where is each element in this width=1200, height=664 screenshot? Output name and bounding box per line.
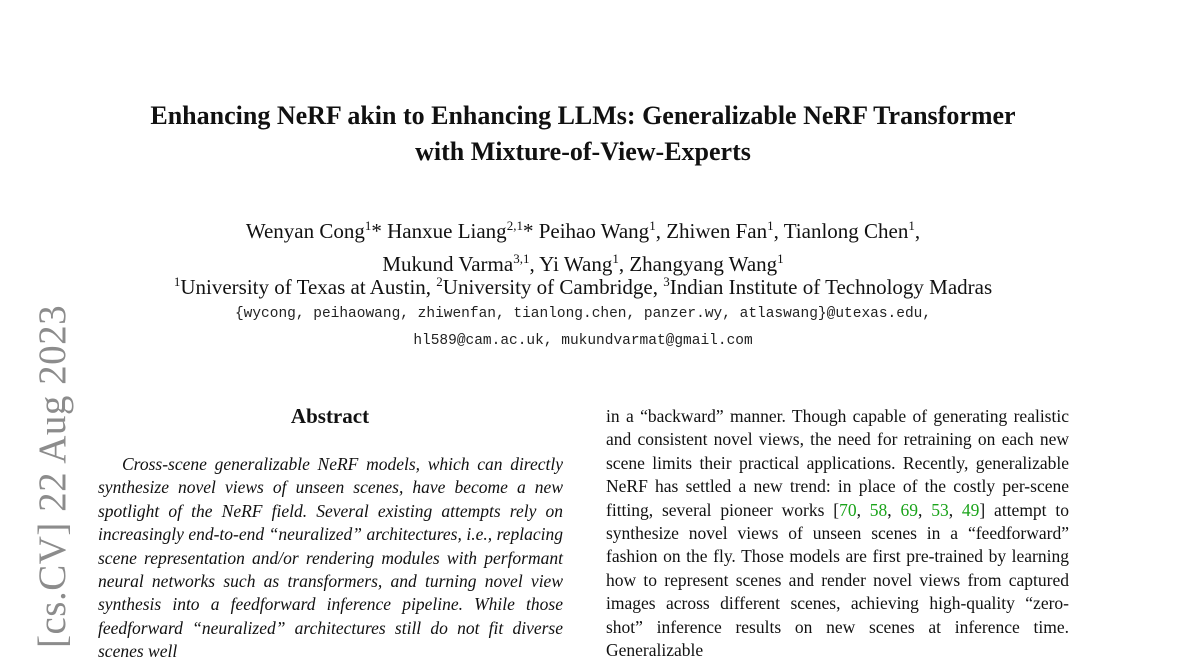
author-separator: , [529,252,540,276]
arxiv-stamp: [cs.CV] 22 Aug 2023 [31,304,74,648]
affiliation-name: University of Cambridge [442,275,653,299]
citation-link[interactable]: 53 [931,499,949,520]
author-affil-sup: 1 [767,218,774,233]
author-separator: , [655,219,667,243]
title-line-2: with Mixture-of-View-Experts [415,137,751,166]
intro-column: in a “backward” manner. Though capable of generating realistic and consistent novel views, the need for retraining on each new scene limits their practical applications. Recently, generalizable NeRF has settled a new trend: in place of the costly per-scene fitting, several pioneer works [70, 58, 69, 53, 49] attempt to synthesize novel views of unseen scenes in a “feedforward” fashion on the fly. Those models are first pre-trained by learning how to represent scenes and render novel views from captured images across different scenes, achieving high-quality “zero-shot” inference results on new scenes at inference time. Generalizable [606,406,1069,661]
author-name: Wenyan Cong [245,219,365,243]
affil-sup: 1 [173,274,181,289]
author-separator: , [618,252,630,276]
citation-link[interactable]: 49 [961,499,980,520]
contact-emails [0,301,1166,355]
intro-text: in a “backward” manner. Though capable of generating realistic and consistent novel views, the need for retraining on each new scene limits their practical applications. Recently, generalizable NeRF has settled a new trend: in place of the costly per-scene fitting, several pioneer works [ [606,406,1069,520]
author-name: Zhangyang Wang [629,252,778,276]
author-separator: , [914,219,921,243]
author-affil-sup: 1 [364,218,372,233]
author-name: Zhiwen Fan [666,219,768,243]
affil-sup: 2 [436,274,443,289]
intro-text: ] attempt to synthesize novel views of unseen scenes in a “feedforward” fashion on the fly. Those models are first pre-trained by learning how to represent scenes and render novel views from captured images across different scenes, achieving high-quality “zero-shot” inference results on new scenes at inference time. Generalizable [606,499,1069,661]
affiliation-name: Indian Institute of Technology Madras [669,275,993,299]
author-name: Mukund Varma [382,252,514,276]
title-line-1: Enhancing NeRF akin to Enhancing LLMs: Generalizable NeRF Transformer [150,101,1016,130]
author-affil-sup: 1 [777,251,784,266]
author-name: Hanxue Liang [387,219,507,243]
author-affil-sup: 2,1 [506,218,523,233]
author-affil-sup: 1 [908,218,915,233]
affil-separator: , [425,275,437,299]
author-affil-sup: 1 [612,251,619,266]
citation-link[interactable]: 70 [839,499,857,520]
author-name: Yi Wang [539,252,613,276]
affiliation-name: University of Texas at Austin [180,275,426,299]
email-line-2: hl589@cam.ac.uk, mukundvarmat@gmail.com [413,333,753,349]
email-line-1: {wycong, peihaowang, zhiwenfan, tianlong.chen, panzer.wy, atlaswang}@utexas.edu, [234,306,932,322]
paper-title [0,98,1166,170]
author-affil-sup: 1 [649,218,656,233]
author-name: Peihao Wang [538,219,650,243]
abstract-heading: Abstract [290,404,370,428]
equal-contrib-mark: * [522,219,534,243]
abstract-body: Cross-scene generalizable NeRF models, which can directly synthesize novel views of unseen scenes, have become a new spotlight of the NeRF field. Several existing attempts rely on increasingly end-to-end “neuralized” architectures, i.e., replacing scene representation and/or rendering modules with performant neural networks such as transformers, and turning novel view synthesis into a feedforward inference pipeline. While those feedforward “neuralized” architectures still do not fit diverse scenes well [98,454,563,662]
author-line-1 [0,212,1166,245]
citation-link[interactable]: 58 [869,499,888,520]
affil-separator: , [652,275,664,299]
author-separator: , [773,219,784,243]
author-affil-sup: 3,1 [513,251,530,266]
affil-sup: 3 [663,274,670,289]
equal-contrib-mark: * [371,219,382,243]
affiliations [0,268,1166,301]
author-name: Tianlong Chen [783,219,909,243]
citation-link[interactable]: 69 [900,499,918,520]
